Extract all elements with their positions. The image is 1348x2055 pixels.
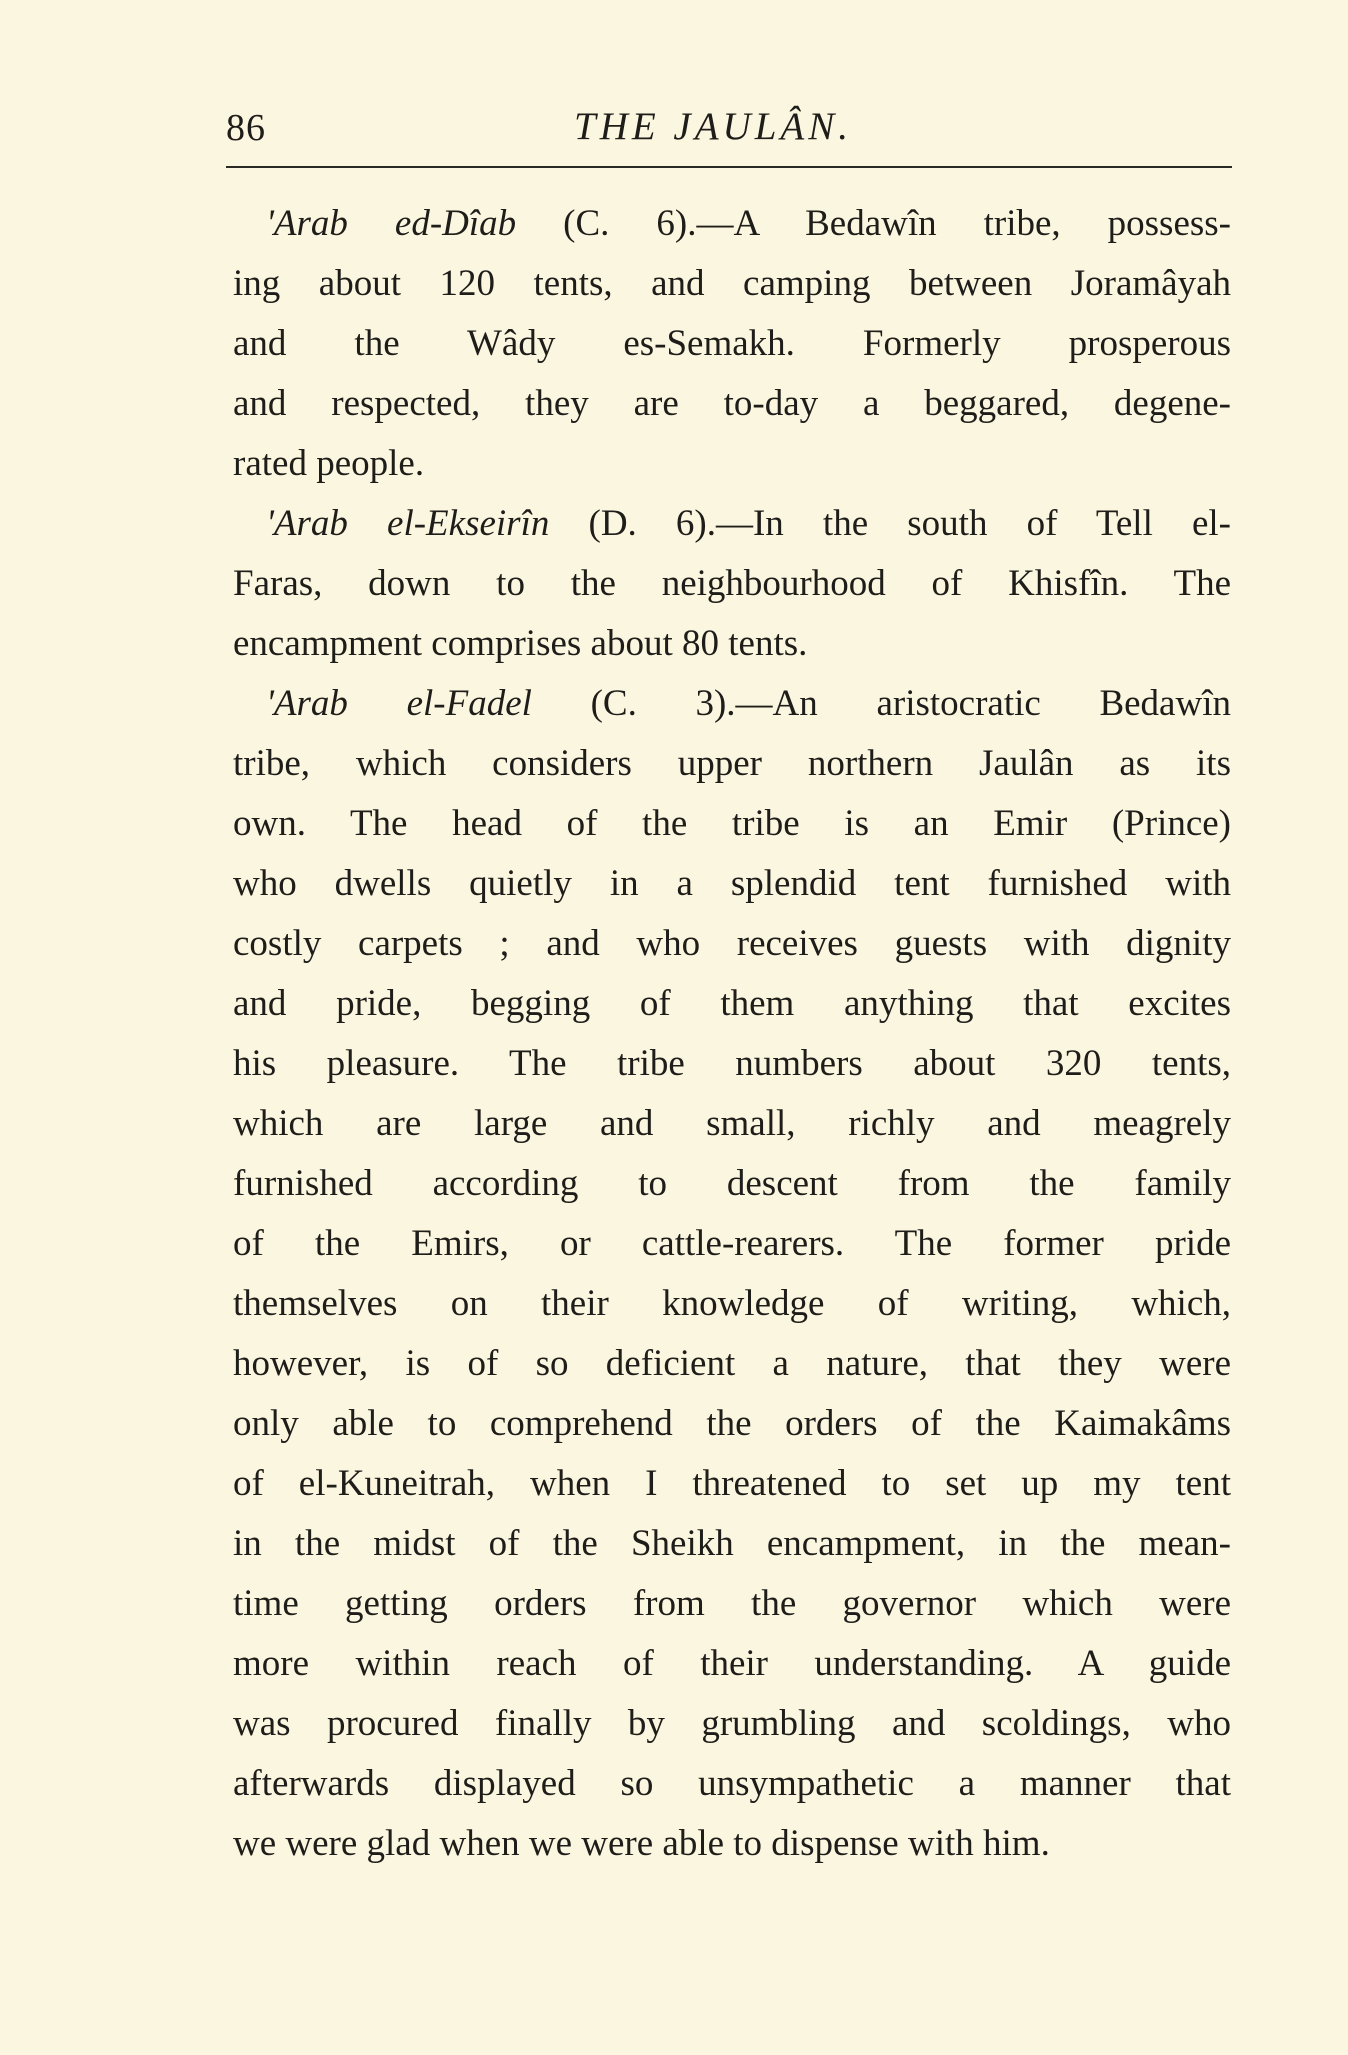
text-line: 'Arab el-Fadel (C. 3).—An aristocratic Bedawîn xyxy=(266,683,1231,724)
body-text xyxy=(233,194,1231,1874)
text-line: only able to comprehend the orders of the Kaimakâms xyxy=(233,1403,1231,1444)
tribe-name: 'Arab el-Fadel xyxy=(266,683,532,724)
text-line: own. The head of the tribe is an Emir (Prince) xyxy=(233,803,1231,844)
text-line: and pride, begging of them anything that excites xyxy=(233,983,1231,1024)
text-line: 'Arab el-Ekseirîn (D. 6).—In the south of Tell el- xyxy=(266,503,1231,544)
text-line: 'Arab ed-Dîab (C. 6).—A Bedawîn tribe, possess- xyxy=(266,203,1231,244)
text-line: which are large and small, richly and meagrely xyxy=(233,1103,1231,1144)
text-line: ing about 120 tents, and camping between Joramâyah xyxy=(233,263,1231,304)
text-line: we were glad when we were able to dispense with him. xyxy=(233,1823,1050,1864)
text-line: rated people. xyxy=(233,443,425,484)
text-line: of the Emirs, or cattle-rearers. The former pride xyxy=(233,1223,1231,1264)
header-rule xyxy=(226,166,1232,168)
text-line: time getting orders from the governor which were xyxy=(233,1583,1231,1624)
text-line: encampment comprises about 80 tents. xyxy=(233,623,808,664)
text-line: his pleasure. The tribe numbers about 320 tents, xyxy=(233,1043,1231,1084)
text-line: was procured finally by grumbling and scoldings, who xyxy=(233,1703,1231,1744)
text-line: themselves on their knowledge of writing, which, xyxy=(233,1283,1231,1324)
text-line: and the Wâdy es-Semakh. Formerly prosperous xyxy=(233,323,1231,364)
text-line: tribe, which considers upper northern Jaulân as its xyxy=(233,743,1231,784)
page-number: 86 xyxy=(226,107,266,149)
text-line: more within reach of their understanding. A guide xyxy=(233,1643,1231,1684)
text-line: afterwards displayed so unsympathetic a manner that xyxy=(233,1763,1231,1804)
text-line: and respected, they are to-day a beggared, degene- xyxy=(233,383,1231,424)
text-line: of el-Kuneitrah, when I threatened to set up my tent xyxy=(233,1463,1231,1504)
text-line: costly carpets ; and who receives guests with dignity xyxy=(233,923,1231,964)
text-line: furnished according to descent from the family xyxy=(233,1163,1231,1204)
tribe-name: 'Arab ed-Dîab xyxy=(266,203,517,244)
text-line: who dwells quietly in a splendid tent furnished with xyxy=(233,863,1231,904)
text-line: Faras, down to the neighbourhood of Khisfîn. The xyxy=(233,563,1231,604)
text-line: however, is of so deficient a nature, that they were xyxy=(233,1343,1231,1384)
tribe-name: 'Arab el-Ekseirîn xyxy=(266,503,550,544)
running-title: THE JAULÂN. xyxy=(574,105,852,148)
text-line: in the midst of the Sheikh encampment, in the mean- xyxy=(233,1523,1231,1564)
